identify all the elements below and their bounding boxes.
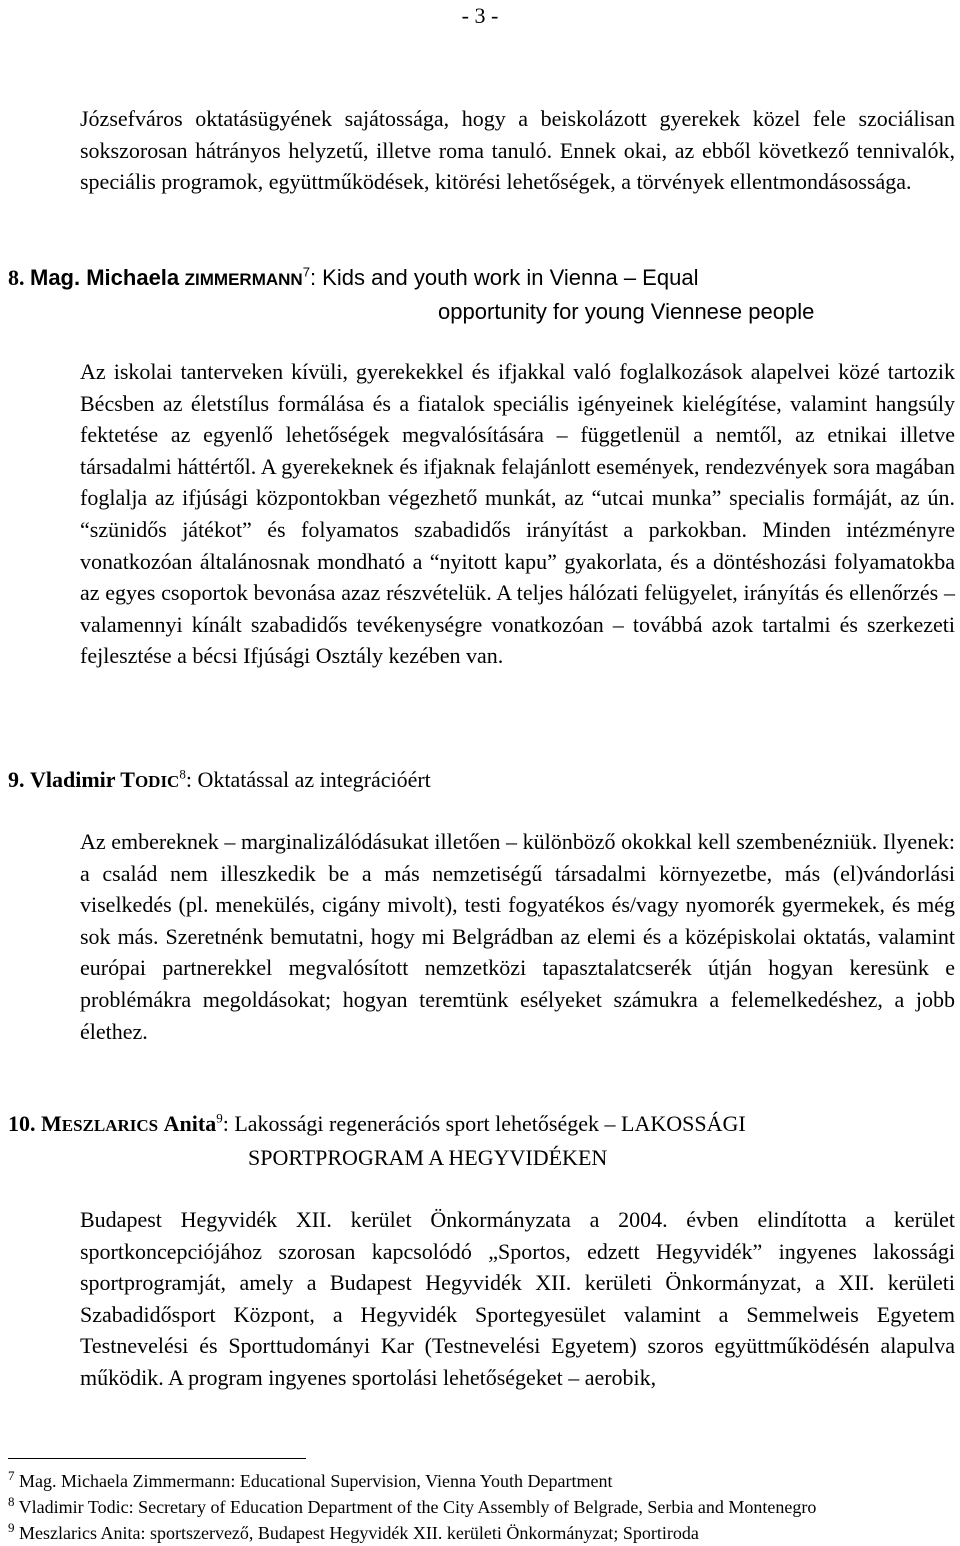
footnote-7-number: 7	[8, 1468, 15, 1483]
footnote-ref-8: 8	[179, 766, 186, 782]
section-10-surname-rest: ESZLARICS	[61, 1116, 159, 1135]
section-9-author-prefix: Vladimir T	[30, 767, 135, 792]
section-10-title-line1: : Lakossági regenerációs sport lehetőségek – LAKOSSÁGI	[222, 1111, 746, 1136]
footnote-ref-7: 7	[302, 264, 310, 280]
section-9-author-surname: ODIC	[134, 772, 180, 791]
section-10-paragraph: Budapest Hegyvidék XII. kerület Önkormányzata a 2004. évben elindította a kerület sportkoncepciójához szorosan kapcsolódó „Sportos, edzett Hegyvidék” ingyenes lakossági sportprogramját, amely a Budapest Hegyvidék XII. kerületi Önkormányzat, a XII. kerületi Szabadidősport Központ, a Hegyvidék Sportegyesület valamint a Semmelweis Egyetem Testnevelési és Sporttudományi Kar (Testnevelési Egyetem) szoros együttműködésén alapulva működik. A program ingyenes sportolási lehetőségeket – aerobik,	[80, 1207, 955, 1390]
footnote-8-number: 8	[8, 1494, 15, 1509]
footnote-separator	[8, 1458, 306, 1459]
footnotes	[8, 1468, 958, 1546]
footnote-9	[8, 1520, 958, 1546]
section-9-number: 9.	[8, 767, 25, 792]
section-8-author-prefix: Mag. Michaela	[30, 265, 180, 290]
intro-paragraph: Józsefváros oktatásügyének sajátossága, hogy a beiskolázott gyerekek közel fele szociálisan sokszorosan hátrányos helyzetű, illetve roma tanuló. Ennek okai, az ebből következő tennivalók, speciális programok, együttműködések, kitörési lehetőségek, a törvények ellentmondásossága.	[80, 106, 955, 195]
footnote-8	[8, 1494, 958, 1520]
section-9-title: : Oktatással az integrációért	[185, 767, 431, 792]
section-8-heading	[8, 262, 956, 328]
section-10-given-name: Anita	[163, 1111, 217, 1136]
footnote-8-text: Vladimir Todic: Secretary of Education Department of the City Assembly of Belgrade, Serbia and Montenegro	[14, 1497, 817, 1517]
section-10-title-line2: SPORTPROGRAM A HEGYVIDÉKEN	[248, 1145, 608, 1170]
footnote-7	[8, 1468, 958, 1494]
section-8-number: 8.	[8, 265, 25, 290]
footnote-ref-9: 9	[216, 1110, 223, 1126]
section-8-author-surname: ZIMMERMANN	[184, 270, 303, 289]
section-9-heading	[8, 764, 956, 798]
page-number: - 3 -	[461, 3, 499, 28]
section-10-number: 10.	[8, 1111, 36, 1136]
footnote-9-number: 9	[8, 1520, 15, 1535]
footnote-7-text: Mag. Michaela Zimmermann: Educational Supervision, Vienna Youth Department	[14, 1471, 613, 1491]
section-8-title-line1: : Kids and youth work in Vienna – Equal	[309, 265, 699, 290]
section-8-title-line2: opportunity for young Viennese people	[438, 299, 815, 324]
footnote-9-text: Meszlarics Anita: sportszervező, Budapest Hegyvidék XII. kerületi Önkormányzat; Sportiroda	[14, 1523, 699, 1543]
section-8-paragraph: Az iskolai tanterveken kívüli, gyerekekkel és ifjakkal való foglalkozások alapelvei közé tartozik Bécsben az életstílus formálása és a fiatalok speciális igényeinek kielégítése, valamint hangsúly fektetése az egyenlő lehetőségek megvalósítására – függetlenül a nemtől, az etnikai illetve társadalmi háttértől. A gyerekeknek és ifjaknak felajánlott események, rendezvények sora magában foglalja az ifjúsági központokban végezhető munkát, az “utcai munka” specialis formáját, az ún. “szünidős játékot” és folyamatos szabadidős irányítást a parkokban. Minden intézményre vonatkozóan általánosnak mondható a “nyitott kapu” gyakorlata, és a döntéshozási folyamatokba az egyes csoportok bevonása azaz részvételük. A teljes hálózati felügyelet, irányítás és ellenőrzés – valamennyi kínált szabadidős tevékenységre vonatkozóan – továbbá azok tartalmi és szerkezeti fejlesztése a bécsi Ifjúsági Osztály kezében van.	[80, 359, 955, 669]
section-9-paragraph: Az embereknek – marginalizálódásukat illetően – különböző okokkal kell szembenézniük. Ilyenek: a család nem illeszkedik be a más nemzetiségű társadalmi környezetbe, más (el)vándorlási viselkedés (pl. menekülés, cigány mivolt), testi fogyatékos és/vagy nyomorék gyermekek, és még sok más. Szeretnénk bemutatni, hogy mi Belgrádban az elemi és a középiskolai oktatás, valamint európai partnerekkel megvalósított nemzetközi tapasztalatcserék útján hogyan keresünk e problémákra megoldásokat; hogyan teremtünk esélyeket számukra a felemelkedéshez, a jobb élethez.	[80, 829, 955, 1044]
section-10-surname-initial: M	[41, 1111, 62, 1136]
section-10-heading	[8, 1108, 956, 1174]
